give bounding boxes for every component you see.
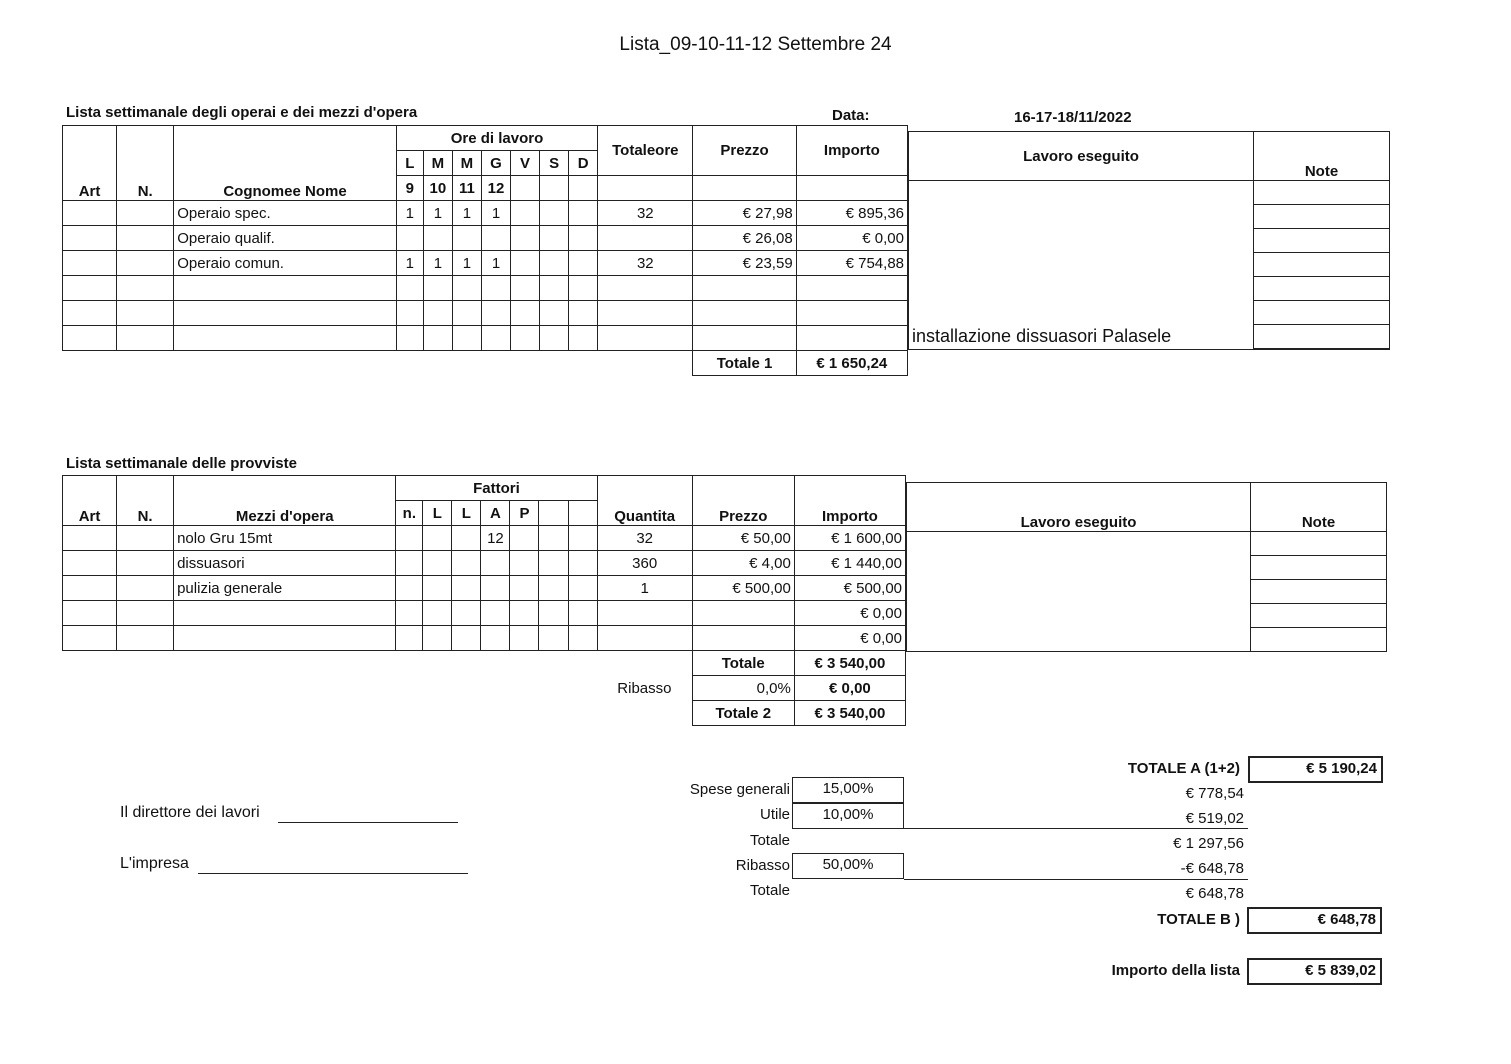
table-row	[63, 301, 908, 326]
table-row	[63, 601, 906, 626]
worker-name: Operaio spec.	[174, 201, 397, 226]
amount: € 500,00	[794, 576, 905, 601]
totale-a-value: € 5 190,24	[1248, 756, 1383, 783]
amount: € 1 440,00	[794, 551, 905, 576]
totale1-value: € 1 650,24	[796, 351, 907, 376]
table-row	[63, 626, 906, 651]
ribasso-pct: 50,00%	[792, 853, 904, 879]
hours-cell: 1	[452, 251, 481, 276]
hours-cell: 1	[481, 251, 510, 276]
day-g: G	[481, 151, 510, 176]
supply-name: nolo Gru 15mt	[174, 526, 396, 551]
table-row	[63, 201, 908, 226]
total-hours: 32	[598, 201, 693, 226]
worker-name: Operaio comun.	[174, 251, 397, 276]
lavoro-eseguito-text: installazione dissuasori Palasele	[909, 181, 1254, 350]
direttore-label: Il direttore dei lavori	[120, 804, 260, 821]
hours-cell: 1	[396, 201, 423, 226]
quantity	[597, 626, 692, 651]
date-9: 9	[396, 176, 423, 201]
table-row	[63, 226, 908, 251]
totale2-value: € 3 540,00	[794, 701, 905, 726]
table-row	[63, 251, 908, 276]
ribasso-value: -€ 648,78	[1180, 860, 1244, 877]
amount: € 0,00	[796, 226, 907, 251]
work-notes-table	[908, 131, 1390, 350]
hours-cell	[452, 226, 481, 251]
hours-cell: 1	[481, 201, 510, 226]
quantity: 32	[597, 526, 692, 551]
col-n: N.	[117, 476, 174, 526]
fattori-l1: L	[423, 501, 452, 526]
fattori-a-cell	[481, 601, 510, 626]
total-hours	[598, 226, 693, 251]
date-10: 10	[423, 176, 452, 201]
fattori-p: P	[510, 501, 539, 526]
hours-cell: 1	[423, 201, 452, 226]
amount: € 0,00	[794, 601, 905, 626]
fattori-a: A	[481, 501, 510, 526]
hours-cell	[396, 226, 423, 251]
col-lavoro: Lavoro eseguito	[909, 132, 1254, 181]
day-m1: M	[423, 151, 452, 176]
totale-value: € 3 540,00	[794, 651, 905, 676]
col-importo: Importo	[794, 476, 905, 526]
totale-b-label: TOTALE B )	[1157, 911, 1240, 928]
fattori-header: Fattori	[396, 476, 597, 501]
col-importo: Importo	[796, 126, 907, 176]
totale-a-label: TOTALE A (1+2)	[1127, 760, 1240, 777]
utile-label: Utile	[759, 806, 790, 823]
price: € 50,00	[692, 526, 794, 551]
day-d: D	[569, 151, 598, 176]
day-s: S	[540, 151, 569, 176]
quantity	[597, 601, 692, 626]
spese-label: Spese generali	[689, 781, 790, 798]
supply-name: pulizia generale	[174, 576, 396, 601]
totale-value: € 648,78	[1185, 885, 1244, 902]
day-v: V	[511, 151, 540, 176]
col-n: N.	[117, 126, 174, 201]
amount: € 1 600,00	[794, 526, 905, 551]
quantity: 360	[597, 551, 692, 576]
price: € 23,59	[693, 251, 796, 276]
date-11: 11	[452, 176, 481, 201]
total-hours: 32	[598, 251, 693, 276]
impresa-label: L'impresa	[120, 855, 189, 872]
table-row	[63, 551, 906, 576]
subtotal-line	[904, 879, 1248, 880]
table-row	[63, 526, 906, 551]
price: € 26,08	[693, 226, 796, 251]
document-title: Lista_09-10-11-12 Settembre 24	[619, 34, 892, 55]
totale-label: Totale	[749, 882, 790, 899]
day-l: L	[396, 151, 423, 176]
amount: € 895,36	[796, 201, 907, 226]
quantity: 1	[597, 576, 692, 601]
fattori-n: n.	[396, 501, 423, 526]
col-name: Mezzi d'opera	[174, 476, 396, 526]
totale1-label: Totale 1	[693, 351, 796, 376]
fattori-a-cell	[481, 551, 510, 576]
price: € 4,00	[692, 551, 794, 576]
amount: € 0,00	[794, 626, 905, 651]
worker-name: Operaio qualif.	[174, 226, 397, 251]
ore-header: Ore di lavoro	[396, 126, 597, 151]
table-row	[63, 576, 906, 601]
date-label: Data:	[832, 107, 870, 124]
supplies-table	[62, 475, 906, 726]
spese-value: € 778,54	[1185, 785, 1244, 802]
day-m2: M	[452, 151, 481, 176]
hours-cell: 1	[396, 251, 423, 276]
table-row	[63, 326, 908, 351]
col-quantita: Quantita	[597, 476, 692, 526]
ribasso-label: Ribasso	[735, 857, 790, 874]
spese-pct: 15,00%	[792, 777, 904, 803]
col-name: Cognomee Nome	[174, 126, 397, 201]
price	[692, 601, 794, 626]
section2-heading: Lista settimanale delle provviste	[66, 455, 297, 472]
fattori-a-cell	[481, 576, 510, 601]
importo-value: € 5 839,02	[1247, 958, 1382, 985]
hours-cell: 1	[452, 201, 481, 226]
col-note: Note	[1254, 132, 1390, 181]
hours-cell	[481, 226, 510, 251]
col-lavoro: Lavoro eseguito	[907, 483, 1251, 532]
price: € 27,98	[693, 201, 796, 226]
fattori-l2: L	[452, 501, 481, 526]
col-prezzo: Prezzo	[693, 126, 796, 176]
supply-name	[174, 626, 396, 651]
section1-heading: Lista settimanale degli operai e dei mezzi d'opera	[66, 104, 418, 121]
totale2-label: Totale 2	[692, 701, 794, 726]
supplies-notes-table	[906, 482, 1387, 652]
hours-cell	[423, 226, 452, 251]
ribasso-label: Ribasso	[617, 679, 672, 697]
utile-value: € 519,02	[1185, 810, 1244, 827]
col-note: Note	[1251, 483, 1387, 532]
importo-label: Importo della lista	[1111, 962, 1240, 979]
col-totaleore: Totaleore	[598, 126, 693, 176]
col-prezzo: Prezzo	[692, 476, 794, 526]
totale-label: Totale	[692, 651, 794, 676]
totale-b-value: € 648,78	[1247, 907, 1382, 934]
workers-table	[62, 125, 908, 376]
price: € 500,00	[692, 576, 794, 601]
date-value: 16-17-18/11/2022	[1014, 109, 1132, 126]
ribasso-pct: 0,0%	[692, 676, 794, 701]
fattori-a-cell	[481, 626, 510, 651]
subtotal-line	[904, 828, 1248, 829]
supply-name	[174, 601, 396, 626]
price	[692, 626, 794, 651]
date-12: 12	[481, 176, 510, 201]
col-art: Art	[63, 126, 117, 201]
signature-line	[198, 873, 468, 874]
supply-name: dissuasori	[174, 551, 396, 576]
table-row	[63, 276, 908, 301]
amount: € 754,88	[796, 251, 907, 276]
fattori-a-cell: 12	[481, 526, 510, 551]
col-art: Art	[63, 476, 117, 526]
totale-label: Totale	[749, 832, 790, 849]
hours-cell: 1	[423, 251, 452, 276]
utile-pct: 10,00%	[792, 803, 904, 829]
signature-line	[278, 822, 458, 823]
totale-value: € 1 297,56	[1173, 835, 1244, 852]
ribasso-value: € 0,00	[794, 676, 905, 701]
